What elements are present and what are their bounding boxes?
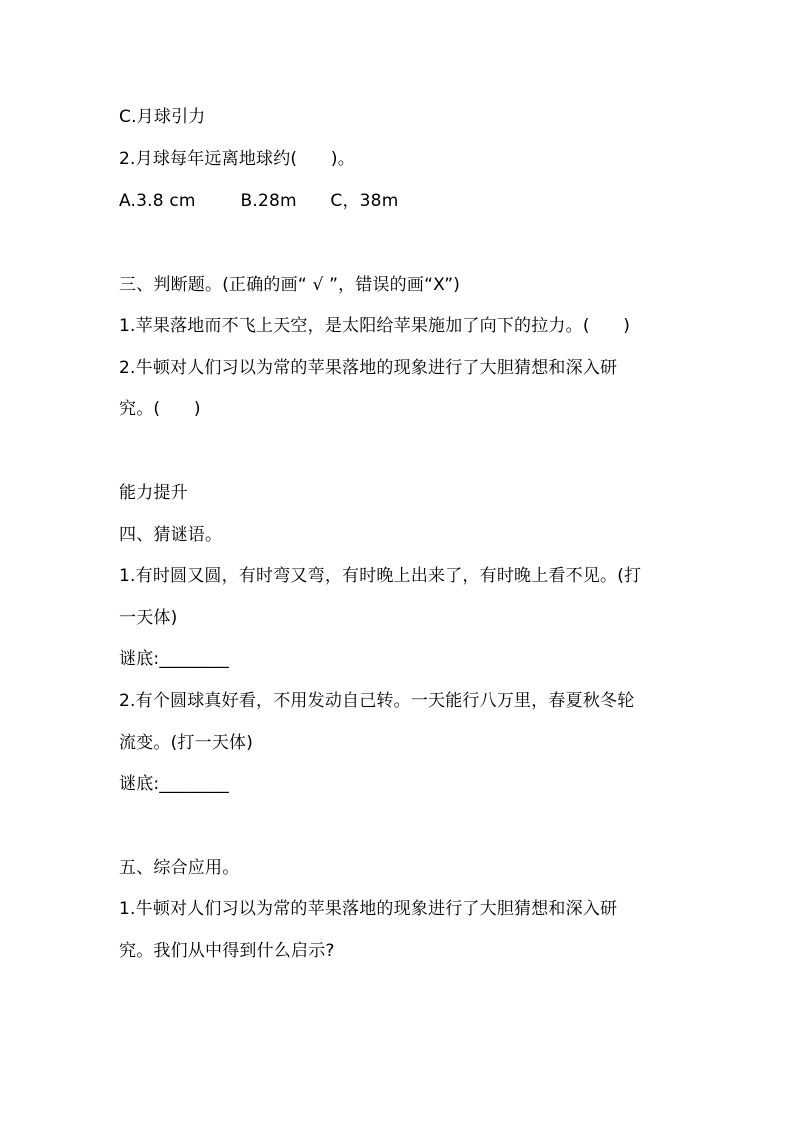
section-5-heading: 五、综合应用。 <box>119 858 240 878</box>
option-c-moon-gravity: C.月球引力 <box>119 107 206 127</box>
riddle-1-answer: 谜底:________ <box>119 649 229 669</box>
riddle-2-answer: 谜底:________ <box>119 774 229 794</box>
application-question-line-1: 1.牛顿对人们习以为常的苹果落地的现象进行了大胆猜想和深入研 <box>119 899 618 919</box>
judgment-question-1: 1.苹果落地而不飞上天空，是太阳给苹果施加了向下的拉力。( ) <box>119 316 631 336</box>
riddle-1-line-1: 1.有时圆又圆，有时弯又弯，有时晚上出来了，有时晚上看不见。(打 <box>119 566 642 586</box>
question-2-options: A.3.8 cm B.28m C，38m <box>119 191 399 211</box>
section-4-heading: 四、猜谜语。 <box>119 525 223 545</box>
ability-improvement-heading: 能力提升 <box>119 483 188 503</box>
application-question-line-2: 究。我们从中得到什么启示? <box>119 941 335 961</box>
judgment-question-2-line-2: 究。( ) <box>119 399 201 419</box>
riddle-1-line-2: 一天体) <box>119 608 178 628</box>
riddle-2-line-1: 2.有个圆球真好看，不用发动自己转。一天能行八万里，春夏秋冬轮 <box>119 691 635 711</box>
question-2-moon-distance: 2.月球每年远离地球约( )。 <box>119 149 355 169</box>
judgment-question-2-line-1: 2.牛顿对人们习以为常的苹果落地的现象进行了大胆猜想和深入研 <box>119 358 618 378</box>
section-3-heading: 三、判断题。(正确的画“ √ ”，错误的画“X”) <box>119 275 461 295</box>
riddle-2-line-2: 流变。(打一天体) <box>119 733 254 753</box>
